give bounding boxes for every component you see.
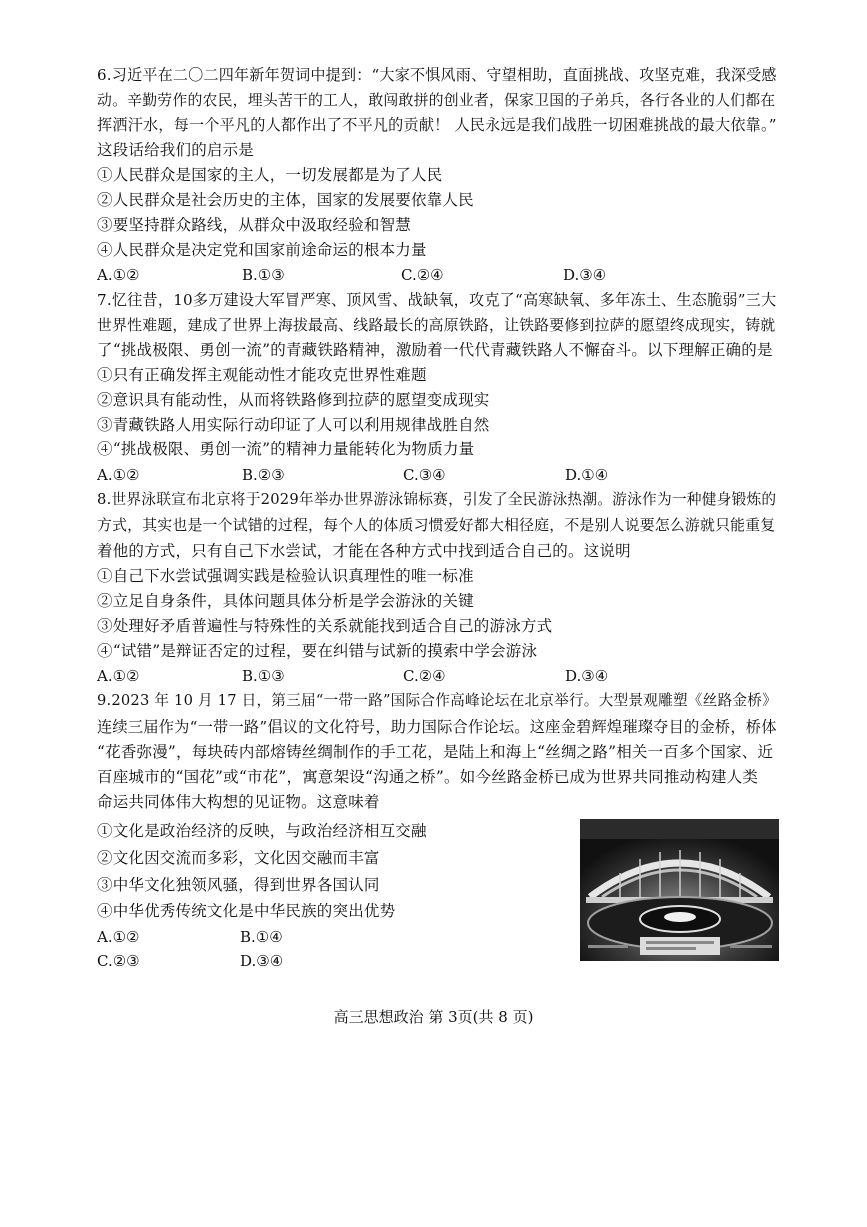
q6-statement-1: ①人民群众是国家的主人，一切发展都是为了人民 xyxy=(97,166,443,184)
q9-stem-line-5: 命运共同体伟大构想的见证物。这意味着 xyxy=(97,793,380,811)
q8-option-d: D.③④ xyxy=(565,667,609,685)
q6-stem-line-3: 挥洒汗水，每一个平凡的人都作出了不平凡的贡献！ 人民永远是我们战胜一切困难挑战的最大依靠。” xyxy=(97,116,777,134)
q8-statement-1: ①自己下水尝试强调实践是检验认识真理性的唯一标准 xyxy=(97,567,474,585)
q8-statement-4: ④“试错”是辩证否定的过程，要在纠错与试新的摸索中学会游泳 xyxy=(97,642,538,660)
q9-stem-line-3: “花香弥漫”，每块砖内部熔铸丝绸制作的手工花，是陆上和海上“丝绸之路”相关一百多个国家、近 xyxy=(97,743,774,761)
q7-stem-line-2: 世界性难题，建成了世界上海拔最高、线路最长的高原铁路，让铁路要修到拉萨的愿望终成现实，铸就 xyxy=(97,316,776,334)
q9-statement-2: ②文化因交流而多彩，文化因交融而丰富 xyxy=(97,849,380,867)
q8-option-a: A.①② xyxy=(97,667,140,685)
q9-stem-line-1: 9.2023 年 10 月 17 日，第三届“一带一路”国际合作高峰论坛在北京举行。大型景观雕塑《丝路金桥》 xyxy=(97,692,777,709)
q9-stem-line-2: 连续三届作为“一带一路”倡议的文化符号，助力国际合作论坛。这座金碧辉煌璀璨夺目的金桥，桥体 xyxy=(97,718,777,736)
q8-stem-line-3: 着他的方式，只有自己下水尝试，才能在各种方式中找到适合自己的。这说明 xyxy=(97,542,631,560)
q9-option-d: D.③④ xyxy=(240,952,284,970)
q6-option-a: A.①② xyxy=(97,266,140,284)
q9-option-a: A.①② xyxy=(97,928,140,946)
q7-statement-4: ④“挑战极限、勇创一流”的精神力量能转化为物质力量 xyxy=(97,440,475,458)
q8-statement-2: ②立足自身条件，具体问题具体分析是学会游泳的关键 xyxy=(97,592,474,610)
q7-statement-1: ①只有正确发挥主观能动性才能攻克世界性难题 xyxy=(97,366,427,384)
silk-road-bridge-photo xyxy=(580,819,779,961)
q9-statement-4: ④中华优秀传统文化是中华民族的突出优势 xyxy=(97,902,396,920)
q7-statement-3: ③青藏铁路人用实际行动印证了人可以利用规律战胜自然 xyxy=(97,416,490,434)
q9-statement-1: ①文化是政治经济的反映，与政治经济相互交融 xyxy=(97,822,427,840)
q6-stem-line-2: 动。辛勤劳作的农民，埋头苦干的工人，敢闯敢拼的创业者，保家卫国的子弟兵，各行各业的人们都在 xyxy=(97,91,776,109)
q7-statement-2: ②意识具有能动性，从而将铁路修到拉萨的愿望变成现实 xyxy=(97,391,490,409)
q7-option-c: C.③④ xyxy=(403,466,446,484)
q8-stem-line-1: 8.世界泳联宣布北京将于2029年举办世界游泳锦标赛，引发了全民游泳热潮。游泳作为一种健身锻炼的 xyxy=(97,491,777,508)
q6-statement-4: ④人民群众是决定党和国家前途命运的根本力量 xyxy=(97,241,427,259)
bridge-sculpture-image xyxy=(580,819,779,961)
q8-option-b: B.①③ xyxy=(242,667,285,685)
q7-option-d: D.①④ xyxy=(565,466,609,484)
q9-statement-3: ③中华文化独领风骚，得到世界各国认同 xyxy=(97,876,380,894)
q9-option-c: C.②③ xyxy=(97,952,140,970)
page-footer: 高三思想政治 第 3页(共 8 页) xyxy=(333,1008,534,1026)
q7-stem-line-3: 了“挑战极限、勇创一流”的青藏铁路精神，激励着一代代青藏铁路人不懈奋斗。以下理解正确的是 xyxy=(97,341,773,359)
q8-statement-3: ③处理好矛盾普遍性与特殊性的关系就能找到适合自己的游泳方式 xyxy=(97,617,553,635)
q6-stem-line-1: 6.习近平在二〇二四年新年贺词中提到：“大家不惧风雨、守望相助，直面挑战、攻坚克难，我深受感 xyxy=(97,66,777,84)
q6-statement-2: ②人民群众是社会历史的主体，国家的发展要依靠人民 xyxy=(97,191,474,209)
q7-option-a: A.①② xyxy=(97,466,140,484)
q6-stem-line-4: 这段话给我们的启示是 xyxy=(97,141,255,159)
q8-option-c: C.②④ xyxy=(403,667,446,685)
q6-option-c: C.②④ xyxy=(401,266,444,284)
q7-stem-line-1: 7.忆往昔，10多万建设大军冒严寒、顶风雪、战缺氧，攻克了“高寒缺氧、多年冻土、生态脆弱”三大 xyxy=(97,291,777,309)
q9-stem-line-4: 百座城市的“国花”或“市花”，寓意架设“沟通之桥”。如今丝路金桥已成为世界共同推动构建人类 xyxy=(97,768,759,786)
q6-statement-3: ③要坚持群众路线，从群众中汲取经验和智慧 xyxy=(97,216,412,234)
q7-option-b: B.②③ xyxy=(242,466,285,484)
q9-option-b: B.①④ xyxy=(240,928,283,946)
q8-stem-line-2: 方式，其实也是一个试错的过程，每个人的体质习惯爱好都大相径庭，不是别人说要怎么游就只能重复 xyxy=(97,516,776,534)
q6-option-d: D.③④ xyxy=(563,266,607,284)
q6-option-b: B.①③ xyxy=(242,266,285,284)
